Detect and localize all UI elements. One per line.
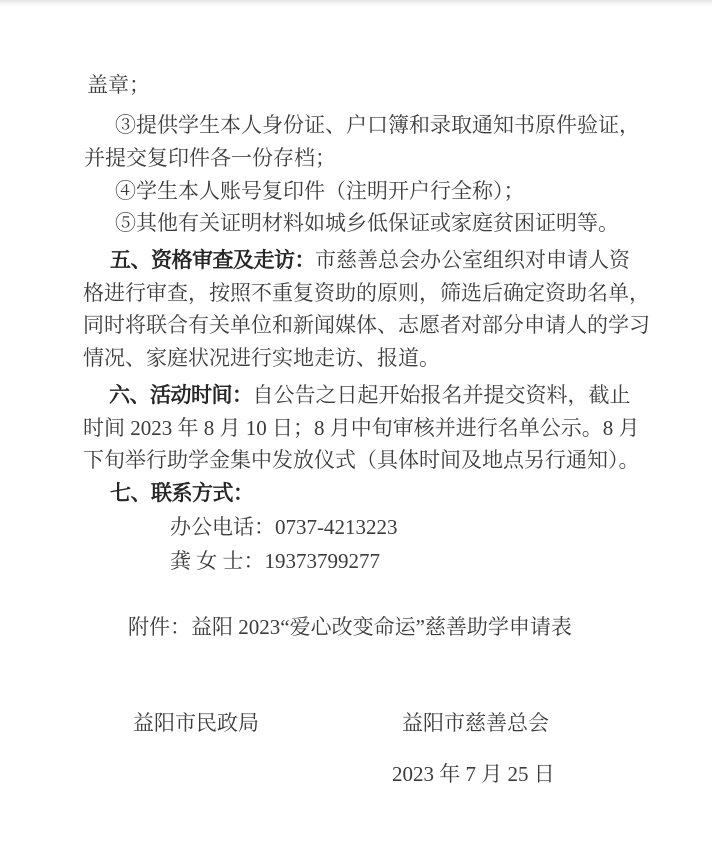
section5-line1-text: 市慈善总会办公室组织对申请人资: [315, 248, 630, 272]
doc-line-section6-3: 下旬举行助学金集中发放仪式（具体时间及地点另行通知）。: [83, 448, 640, 472]
doc-line-section5-1: [110, 248, 630, 273]
doc-line-section7-heading: [110, 481, 254, 506]
doc-line-item4: ④学生本人账号复印件（注明开户行全称）；: [115, 179, 525, 203]
doc-line-contact-person: 龚 女 士：19373799277: [170, 549, 380, 573]
doc-line-item3-1: ③提供学生本人身份证、户口簿和录取通知书原件验证，: [115, 113, 640, 137]
signature-left: 益阳市民政局: [133, 711, 259, 735]
signature-right: 益阳市慈善总会: [402, 711, 549, 735]
doc-line-section5-2: 格进行审查，按照不重复资助的原则，筛选后确定资助名单，: [83, 281, 650, 305]
doc-line-seal: 盖章；: [87, 73, 150, 97]
doc-line-section6-2: 时间 2023 年 8 月 10 日；8 月中旬审核并进行名单公示。8 月: [83, 416, 640, 440]
doc-line-attachment: 附件：益阳 2023“爱心改变命运”慈善助学申请表: [128, 615, 572, 639]
section6-heading: 六、活动时间：: [109, 384, 253, 407]
doc-line-section5-4: 情况、家庭状况进行实地走访、报道。: [83, 346, 440, 370]
doc-line-date: 2023 年 7 月 25 日: [392, 762, 555, 786]
doc-line-section6-1: [109, 383, 631, 408]
section5-heading: 五、资格审查及走访：: [110, 249, 315, 272]
section6-line1-text: 自公告之日起开始报名并提交资料，截止: [252, 383, 631, 407]
section7-heading: 七、联系方式：: [110, 482, 254, 505]
doc-line-item3-2: 并提交复印件各一份存档；: [84, 146, 336, 170]
page-top-shadow: [0, 0, 712, 7]
doc-line-section5-3: 同时将联合有关单位和新闻媒体、志愿者对部分申请人的学习: [83, 313, 650, 337]
doc-line-office-phone: 办公电话：0737-4213223: [170, 515, 398, 539]
doc-line-item5: ⑤其他有关证明材料如城乡低保证或家庭贫困证明等。: [115, 211, 619, 235]
